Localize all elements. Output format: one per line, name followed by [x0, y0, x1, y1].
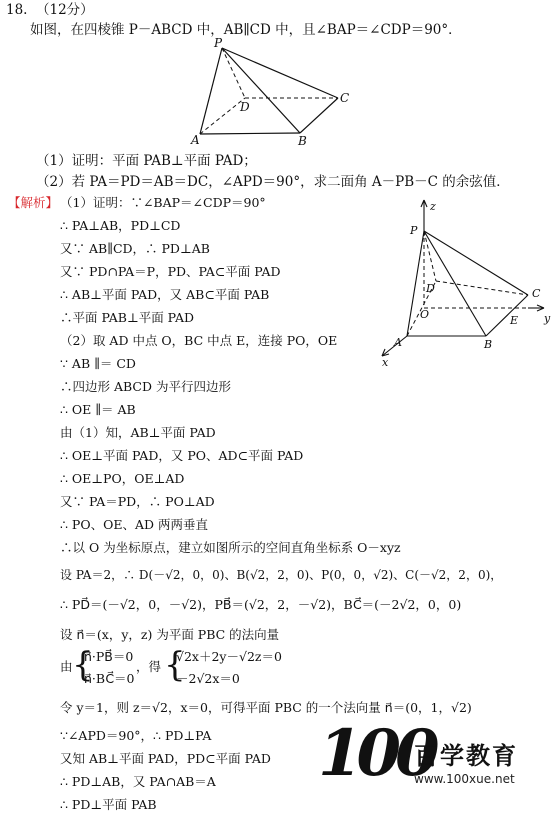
- solution-line: 设 PA＝2，∴ D(－√2，0，0)、B(√2，2，0)、P(0，0，√2)、C(－√2，2，0)，: [60, 568, 503, 582]
- left-brace: {: [72, 645, 94, 685]
- solution-line: 又∵ PD∩PA＝P，PD、PA⊂平面 PAD: [60, 264, 281, 279]
- edge-pd: [222, 48, 245, 98]
- edge-pc: [222, 48, 338, 98]
- label-p: P: [410, 224, 418, 237]
- solution-line: （2）取 AD 中点 O，BC 中点 E，连接 PO，OE: [60, 333, 338, 348]
- solution-line: 又∵ AB∥CD，∴ PD⊥AB: [60, 241, 210, 256]
- label-b: B: [484, 338, 493, 351]
- edge-ad: [200, 98, 245, 134]
- solution-line: ，得: [136, 659, 162, 674]
- solution-line: ∴四边形 ABCD 为平行四边形: [60, 379, 231, 394]
- logo-name: 百学教育: [414, 742, 518, 770]
- solution-line: ∴ PD⃗＝(－√2，0，－√2)，PB⃗＝(√2，2，－√2)，BC⃗＝(－2√2，0，0): [60, 597, 462, 612]
- solution-line: ∴平面 PAB⊥平面 PAD: [60, 310, 194, 325]
- solution-line: ∴ OE⊥PO，OE⊥AD: [60, 471, 185, 486]
- solution-line: ∵∠APD＝90°，∴ PD⊥PA: [60, 728, 212, 743]
- label-d: D: [240, 100, 250, 114]
- label-o: O: [420, 308, 430, 321]
- question-part2: （2）若 PA＝PD＝AB＝DC，∠APD＝90°，求二面角 A－PB－C 的余弦值．: [36, 174, 510, 190]
- label-a: A: [394, 336, 402, 349]
- edge-pc: [424, 231, 528, 295]
- label-a: A: [191, 133, 200, 147]
- solution-line: ∴ OE⊥平面 PAD，又 PO、AD⊂平面 PAD: [60, 448, 304, 463]
- left-brace: {: [164, 645, 186, 685]
- edge-dc: [436, 281, 528, 295]
- solution-line: ∴ PA⊥AB，PD⊥CD: [60, 218, 181, 233]
- logo-number: 100: [318, 716, 434, 791]
- solution-tag: 【解析】: [8, 195, 59, 210]
- solution-line: ∴ AB⊥平面 PAD，又 AB⊂平面 PAB: [60, 287, 270, 302]
- edge-pa: [200, 48, 222, 134]
- logo-url: www.100xue.net: [414, 772, 515, 786]
- solution-line: 又知 AB⊥平面 PAD，PD⊂平面 PAD: [60, 751, 271, 766]
- solution-line: 由（1）知，AB⊥平面 PAD: [60, 425, 216, 440]
- question-number: 18.: [6, 2, 28, 18]
- solution-line: ∴ OE ∥＝ AB: [60, 402, 136, 417]
- edge-ab: [200, 133, 300, 134]
- solution-line: 令 y＝1，则 z＝√2，x＝0，可得平面 PBC 的一个法向量 n⃗＝(0，1，√2): [60, 700, 472, 715]
- label-x: x: [382, 356, 389, 366]
- solution-line: ∵ AB ∥＝ CD: [60, 356, 136, 371]
- solution-line: ∴ PD⊥AB，又 PA∩AB＝A: [60, 774, 216, 789]
- label-c: C: [532, 287, 541, 300]
- question-part1: （1）证明：平面 PAB⊥平面 PAD；: [36, 153, 257, 169]
- question-points: （12分）: [36, 2, 94, 18]
- equation: n⃗·PB⃗＝0: [84, 649, 134, 664]
- label-z: z: [430, 200, 436, 213]
- label-d: D: [426, 282, 435, 295]
- edge-pd: [424, 231, 436, 281]
- equation: √2x＋2y－√2z＝0: [176, 649, 282, 664]
- label-b: B: [298, 134, 307, 148]
- solution-line: 设 n⃗＝(x，y，z) 为平面 PBC 的法向量: [60, 627, 280, 642]
- label-c: C: [340, 91, 350, 105]
- solution-line: ∴ PO、OE、AD 两两垂直: [60, 517, 208, 532]
- solution-line: （1）证明：∵∠BAP＝∠CDP＝90°: [60, 195, 266, 210]
- solution-line: 由: [60, 659, 73, 674]
- question-stem: 如图，在四棱锥 P－ABCD 中，AB∥CD 中，且∠BAP＝∠CDP＝90°．: [30, 22, 462, 38]
- equation: －2√2x＝0: [176, 671, 240, 686]
- solution-line: ∴以 O 为坐标原点，建立如图所示的空间直角坐标系 O－xyz: [60, 540, 401, 555]
- edge-pb: [222, 48, 300, 133]
- pyramid-figure: [190, 36, 370, 148]
- equation: n⃗·BC⃗＝0: [84, 671, 135, 686]
- coordinate-pyramid-figure: [372, 196, 552, 366]
- solution-line: 又∵ PA＝PD，∴ PO⊥AD: [60, 494, 215, 509]
- label-p: P: [214, 36, 223, 50]
- solution-line: ∴ PD⊥平面 PAB: [60, 797, 157, 812]
- edge-bc: [486, 295, 528, 336]
- label-e: E: [510, 314, 519, 327]
- label-y: y: [544, 312, 551, 325]
- edge-bc: [300, 98, 338, 133]
